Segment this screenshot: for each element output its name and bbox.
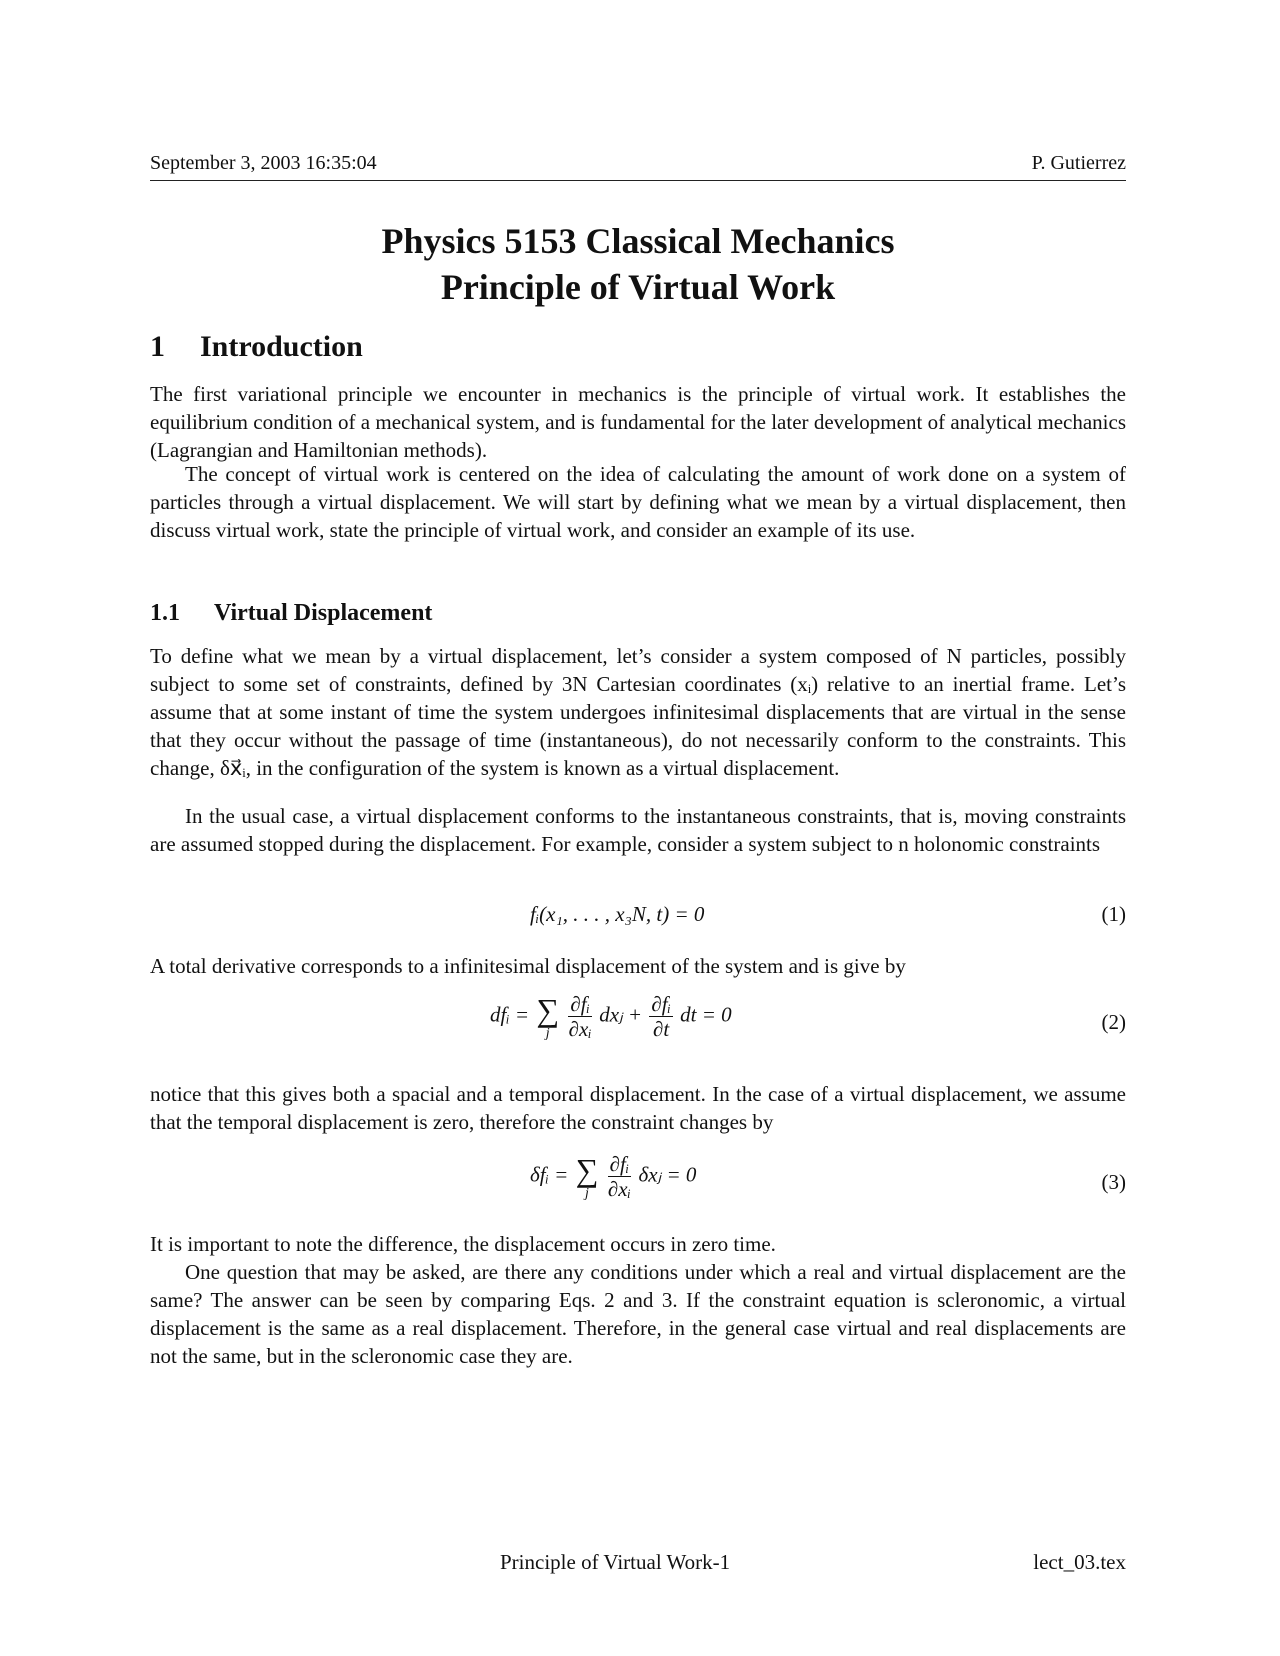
section-title: Introduction — [200, 330, 363, 363]
vd-paragraph-5: It is important to note the difference, the displacement occurs in zero time. — [150, 1232, 776, 1256]
equation-2-rhs: dt = 0 — [680, 1002, 732, 1027]
title-line-2: Principle of Virtual Work — [440, 267, 836, 307]
equation-3 — [150, 1152, 1126, 1232]
section-heading-introduction — [150, 330, 363, 364]
equation-3-number: (3) — [1101, 1170, 1126, 1194]
subsection-title: Virtual Displacement — [214, 600, 433, 626]
equation-2-number: (2) — [1101, 1010, 1126, 1034]
summation-index: j — [545, 1025, 550, 1041]
intro-paragraph-2: The concept of virtual work is centered on the idea of calculating the amount of work done on a system of particles through a virtual displacement. We will start by defining what we mean by a virtual displacement, then discuss virtual work, state the principle of virtual work, and consider an example of its use. — [150, 462, 1126, 542]
partial-fraction-x: $\frac{\text{∂fᵢ}}{\text{∂xᵢ}}$ — [568, 992, 592, 1041]
footer-page-label: Principle of Virtual Work-1 — [500, 1550, 731, 1574]
partial-fraction-t: $\frac{\text{∂fᵢ}}{\partial t}$ — [651, 992, 671, 1041]
title-line-1: Physics 5153 Classical Mechanics — [381, 221, 895, 261]
vd-paragraph-3: A total derivative corresponds to a infinitesimal displacement of the system and is give by — [150, 954, 906, 978]
intro-paragraph-1: The first variational principle we encounter in mechanics is the principle of virtual work. It establishes the equilibrium condition of a mechanical system, and is fundamental for the later development of analytical mechanics (Lagrangian and Hamiltonian methods). — [150, 382, 1126, 462]
subsection-number: 1.1 — [150, 600, 180, 626]
equation-3-rhs: δxⱼ = 0 — [638, 1162, 697, 1187]
summation-symbol: ∑ j — [575, 1151, 599, 1201]
equation-1-expression: fᵢ(x₁, . . . , x₃N, t) = 0 — [530, 902, 705, 926]
equation-2-middle: dxⱼ + — [599, 1002, 643, 1027]
vd-paragraph-1: To define what we mean by a virtual displacement, let’s consider a system composed of N particles, possibly subject to some set of constraints, defined by 3N Cartesian coordinates (xᵢ) relative to an inertial frame. Let’s assume that at some instant of time the system undergoes infinitesimal displacements that are virtual in the sense that they occur without the passage of time (instantaneous), do not necessarily conform to the constraints. This change, δx⃗ᵢ, in the configuration of the system is known as a virtual displacement. — [150, 644, 1126, 780]
summation-symbol: ∑ j — [536, 991, 560, 1041]
footer-filename: lect_03.tex — [1033, 1550, 1126, 1574]
vd-paragraph-4: notice that this gives both a spacial and a temporal displacement. In the case of a virtual displacement, we assume that the temporal displacement is zero, therefore the constraint changes by — [150, 1082, 1126, 1134]
summation-index: j — [585, 1185, 589, 1201]
equation-1-number: (1) — [1101, 902, 1126, 926]
vd-paragraph-6: One question that may be asked, are there any conditions under which a real and virtual displacement are the same? The answer can be seen by comparing Eqs. 2 and 3. If the constraint equation is scleronomic, a virtual displacement is the same as a real displacement. Therefore, in the general case virtual and real displacements are not the same, but in the scleronomic case they are. — [150, 1260, 1126, 1368]
section-number: 1 — [150, 330, 165, 363]
running-header — [150, 150, 1126, 181]
equation-3-lhs: δfᵢ = — [530, 1162, 569, 1187]
subsection-heading-virtual-displacement — [150, 600, 432, 627]
equation-2 — [150, 992, 1126, 1072]
header-date: September 3, 2003 16:35:04 — [150, 152, 377, 174]
equation-2-lhs: dfᵢ = — [490, 1002, 530, 1027]
page-title — [150, 218, 1126, 310]
partial-fraction-x: $\frac{\text{∂fᵢ}}{\text{∂xᵢ}}$ — [607, 1152, 631, 1201]
header-author: P. Gutierrez — [1031, 152, 1126, 174]
vd-paragraph-2: In the usual case, a virtual displacement conforms to the instantaneous constraints, that is, moving constraints are assumed stopped during the displacement. For example, consider a system subject to n holonomic constraints — [150, 804, 1126, 856]
